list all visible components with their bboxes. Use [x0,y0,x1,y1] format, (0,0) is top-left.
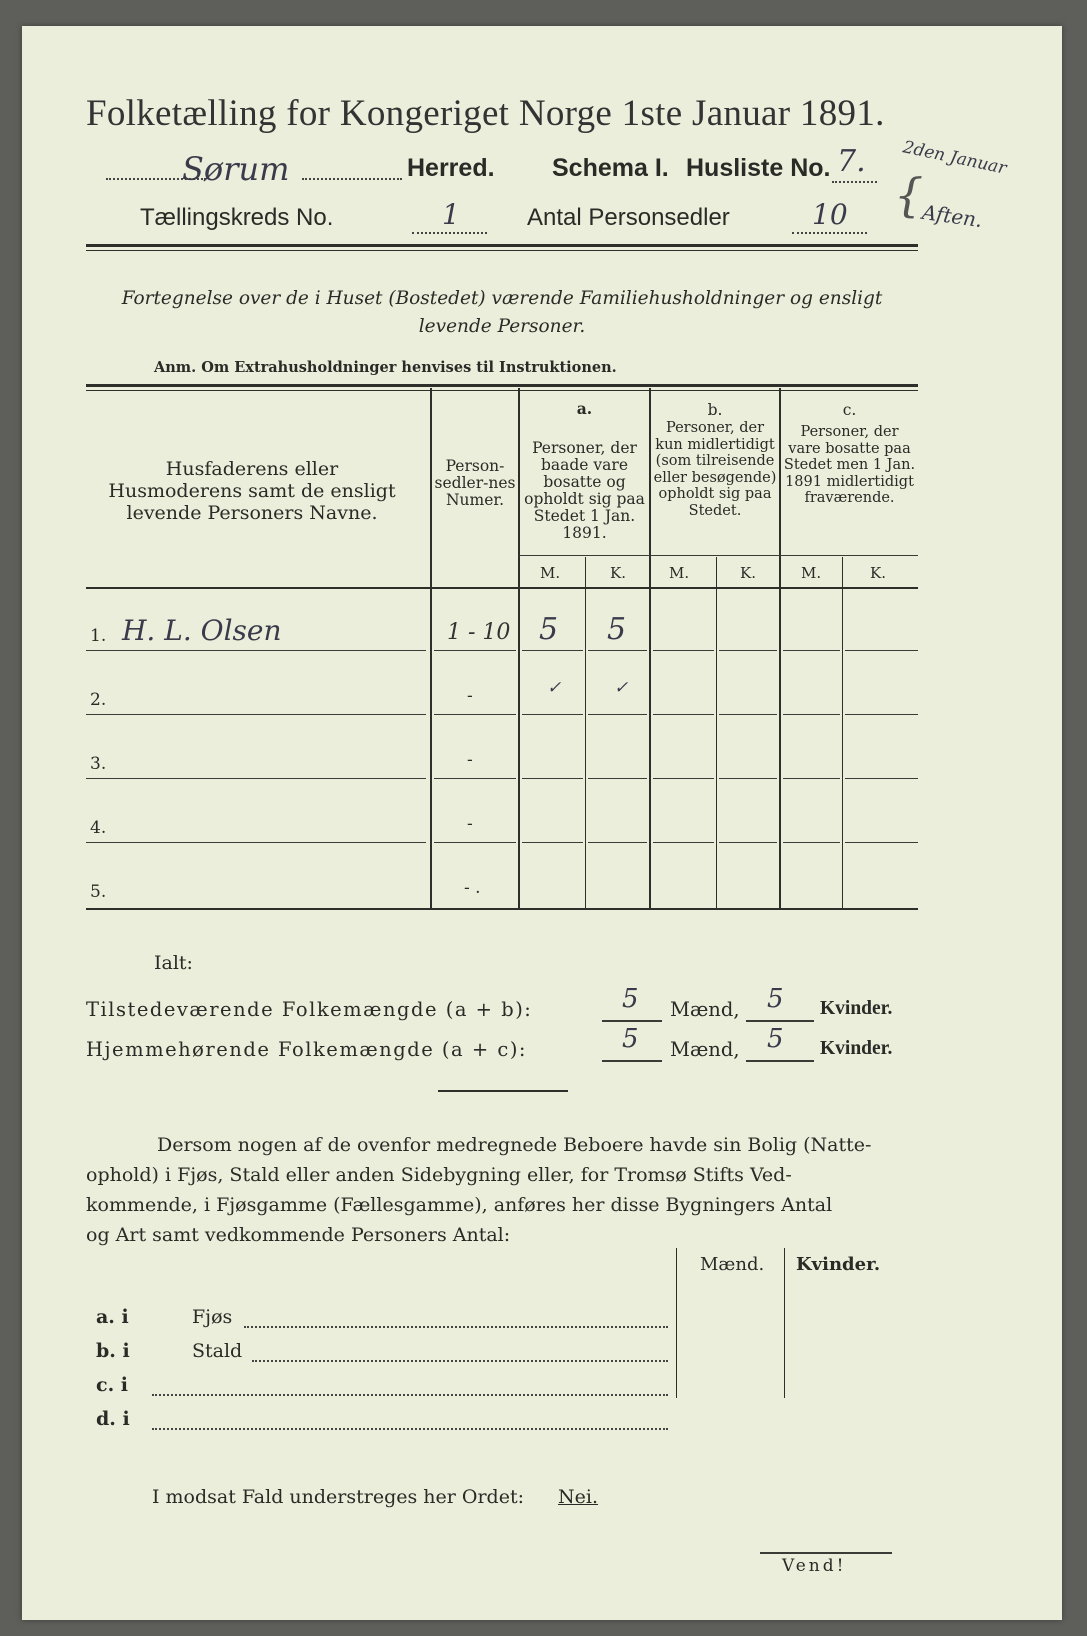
row-separator [434,778,516,779]
vline-num [518,388,520,908]
row-separator [783,778,840,779]
side-note-brace: { [894,168,924,222]
row-separator [719,842,777,843]
bld-vline-1 [676,1248,677,1398]
col-b-header: Personer, der kun midlertidigt (som tilreisende eller besøgende) opholdt sig paa Stedet. [653,420,777,519]
row-separator [434,650,516,651]
vline-a [649,388,651,908]
row-2-number: 2. [90,690,107,710]
bld-c-dots [152,1394,668,1396]
row-separator [86,842,426,843]
row-separator [588,714,647,715]
bld-a-label: Fjøs [192,1306,233,1328]
row-1-a-m: 5 [539,612,559,647]
col-num-header: Person-sedler-nes Numer. [434,457,516,509]
row-separator [434,714,516,715]
row-separator [588,778,647,779]
para-line-3: kommende, i Fjøsgamme (Fællesgamme), anføres her disse Bygningers Antal [86,1194,833,1216]
bld-vline-2 [784,1248,785,1398]
bld-b-label: Stald [192,1340,243,1362]
bld-a-letter: a. i [96,1306,129,1328]
row-4-sedler: - [467,814,473,834]
row-5-number: 5. [90,882,107,902]
row-separator [845,714,918,715]
total-1-k-line [746,1020,814,1022]
vline-b [779,388,781,908]
para-line-1: Dersom nogen af de ovenfor medregnede Beboere havde sin Bolig (Natte- [157,1134,872,1156]
header-rule-thin [86,250,918,251]
nei-word: Nei. [558,1486,598,1508]
husliste-dotted-line [832,181,877,183]
total-1-maend: Mænd, [670,998,740,1021]
row-separator [719,714,777,715]
para-line-2: ophold) i Fjøs, Stald eller anden Sidebygning eller, for Tromsø Stifts Ved- [86,1164,792,1186]
vend-rule [760,1552,892,1554]
para-line-4: og Art samt vedkommende Personers Antal: [86,1224,511,1246]
kreds-value: 1 [442,198,460,231]
row-separator [86,714,426,715]
herred-value: Sørum [182,150,290,188]
row-separator [86,778,426,779]
col-c-k: K. [870,564,886,582]
husliste-label: Husliste No. [686,154,831,182]
row-separator [783,714,840,715]
husliste-value: 7. [837,144,866,179]
antal-label: Antal Personsedler [527,204,730,231]
row-2-a-m: ✓ [547,678,562,698]
vline-a-mk [585,557,586,908]
anm-note: Anm. Om Extrahusholdninger henvises til Instruktionen. [154,359,617,376]
kreds-label: Tællingskreds No. [140,204,334,231]
row-1-a-k: 5 [607,612,627,647]
total-line-1-label: Tilstedeværende Folkemængde (a + b): [86,998,533,1021]
total-2-k: 5 [767,1024,784,1054]
modsat-text: I modsat Fald understreges her Ordet: [152,1486,524,1508]
row-separator [783,650,840,651]
row-separator [522,714,583,715]
row-1-name: H. L. Olsen [122,614,282,647]
vline-b-mk [716,557,717,908]
row-separator [845,778,918,779]
bld-d-letter: d. i [96,1408,130,1430]
total-1-k: 5 [767,984,784,1014]
total-1-m: 5 [622,984,639,1014]
side-note-date: 2den Januar [901,137,1009,179]
total-line-2-label: Hjemmehørende Folkemængde (a + c): [86,1038,527,1061]
total-2-maend: Mænd, [670,1038,740,1061]
col-a-letter: a. [576,399,593,418]
header-rule-thick [86,244,918,247]
row-separator [719,778,777,779]
bld-kvinder-head: Kvinder. [796,1254,881,1275]
vend-label: Vend! [782,1556,847,1576]
row-separator [522,842,583,843]
total-2-kvinder: Kvinder. [820,1038,893,1059]
table-header-bottom-rule [86,587,918,589]
row-separator [653,778,714,779]
col-b-m: M. [669,564,690,582]
row-1-sedler: 1 - 10 [447,620,511,645]
table-top-rule [86,384,918,387]
bld-b-letter: b. i [96,1340,130,1362]
section-divider [438,1090,568,1092]
antal-dotted-line [792,232,867,234]
bld-b-dots [252,1360,668,1362]
bld-maend-head: Mænd. [700,1254,765,1275]
row-1-number: 1. [90,626,107,646]
row-separator [653,714,714,715]
col-c-header: Personer, der vare bosatte paa Stedet men 1 Jan. 1891 midlertidigt fraværende. [783,424,916,506]
total-2-m: 5 [622,1024,639,1054]
vline-name [430,388,432,908]
vline-c-mk [842,557,843,908]
bld-c-letter: c. i [96,1374,129,1396]
bld-d-dots [152,1428,668,1430]
row-separator [522,778,583,779]
row-separator [653,650,714,651]
row-separator [845,842,918,843]
row-4-number: 4. [90,818,107,838]
row-separator [719,650,777,651]
col-a-m: M. [540,564,561,582]
total-2-m-line [602,1060,662,1062]
col-a-k: K. [610,564,626,582]
col-c-letter: c. [842,401,857,419]
kreds-dotted-line [412,232,487,234]
row-2-a-k: ✓ [614,678,629,698]
table-top-rule-thin [86,390,918,391]
antal-value: 10 [812,198,848,231]
table-bottom-rule [86,908,918,910]
form-title: Folketælling for Kongeriget Norge 1ste Januar 1891. [86,93,885,134]
ialt-label: Ialt: [154,952,193,974]
total-1-kvinder: Kvinder. [820,998,893,1019]
row-5-sedler: - . [464,878,481,898]
row-separator [783,842,840,843]
bld-a-dots [244,1326,668,1328]
row-separator [522,650,583,651]
intro-line-2: levende Personer. [418,316,586,337]
row-separator [588,842,647,843]
col-a-header: Personer, der baade vare bosatte og opholdt sig paa Stedet 1 Jan. 1891. [524,439,645,542]
col-b-k: K. [740,564,756,582]
total-2-k-line [746,1060,814,1062]
side-note-time: Aften. [920,199,984,233]
row-2-sedler: - [467,686,473,706]
col-name-header: Husfaderens eller Husmoderens samt de ensligt levende Personers Navne. [108,458,396,524]
row-separator [86,650,426,651]
row-3-sedler: - [467,750,473,770]
herred-dotted-line-2 [302,178,402,180]
mk-header-rule [519,555,918,556]
row-3-number: 3. [90,754,107,774]
col-b-letter: b. [707,401,723,419]
row-separator [434,842,516,843]
total-1-m-line [602,1020,662,1022]
row-separator [588,650,647,651]
herred-label: Herred. [407,154,495,182]
intro-line-1: Fortegnelse over de i Huset (Bostedet) værende Familiehusholdninger og ensligt [121,288,883,309]
row-separator [845,650,918,651]
col-c-m: M. [801,564,822,582]
census-form-page [22,26,1062,1620]
schema-label: Schema I. [552,154,669,182]
row-separator [653,842,714,843]
